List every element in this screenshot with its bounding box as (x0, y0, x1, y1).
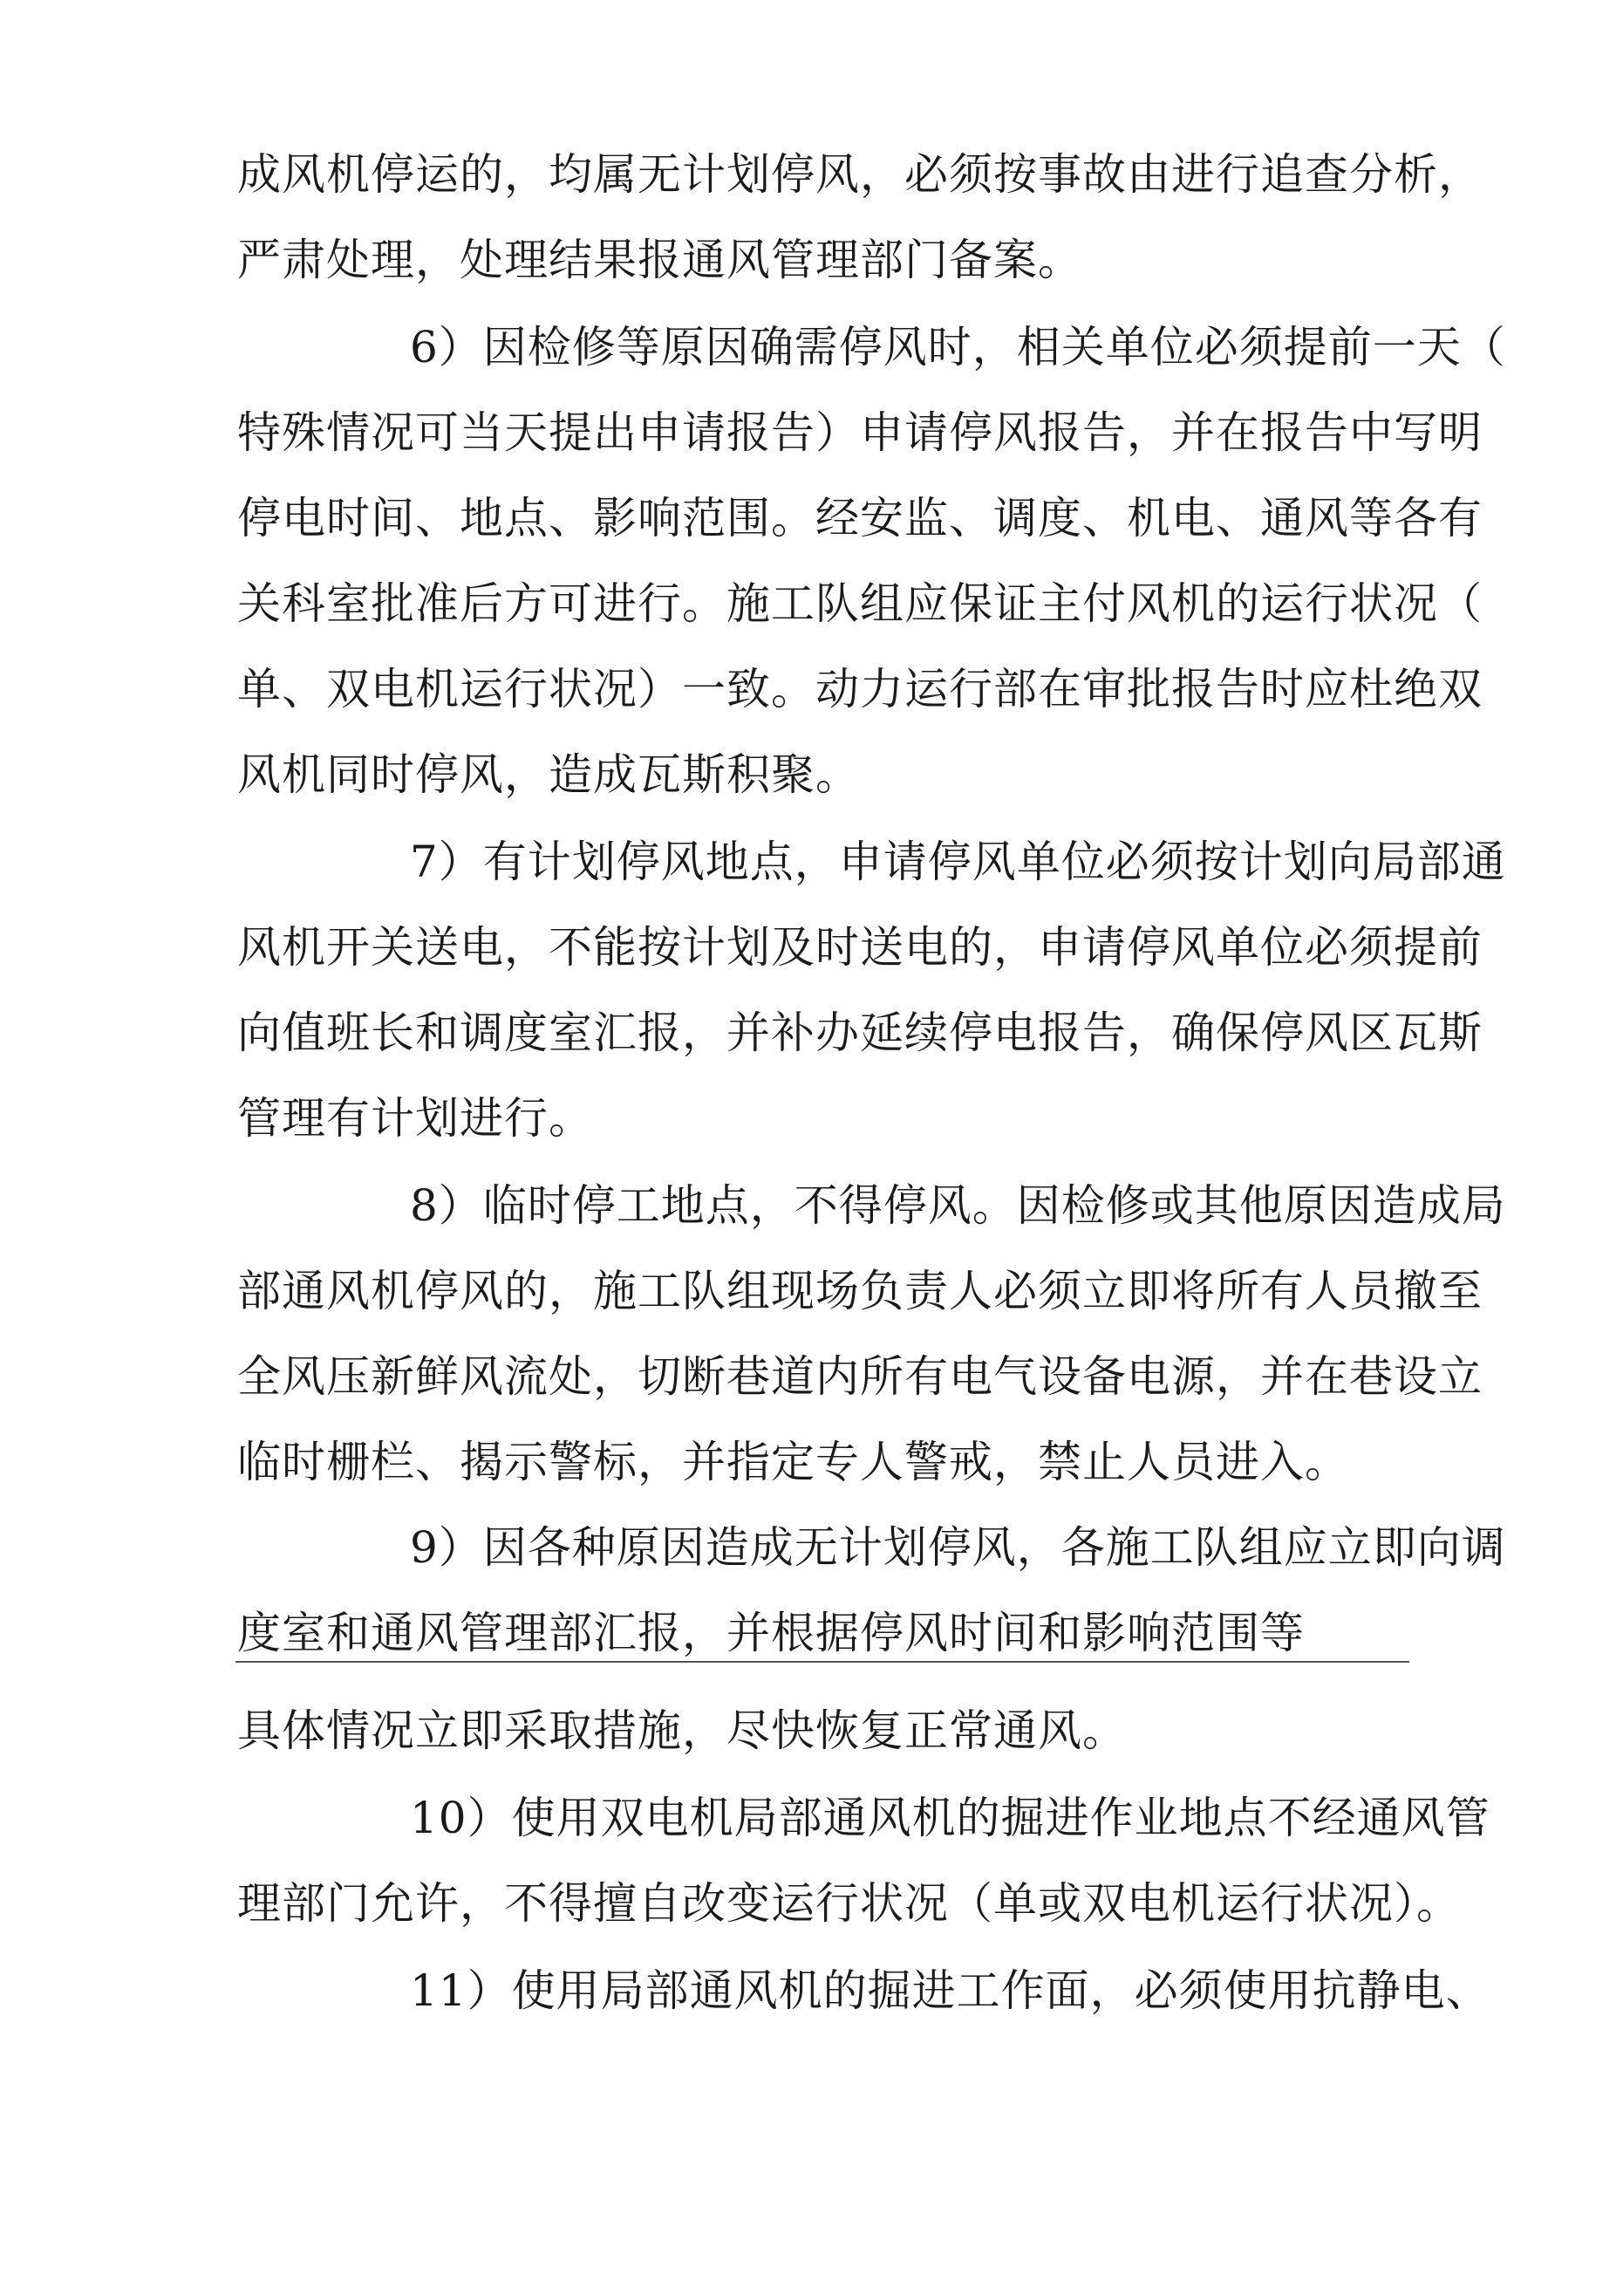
text-line: 特殊情况可当天提出申请报告）申请停风报告，并在报告中写明 (237, 407, 1483, 458)
text-line: 关科室批准后方可进行。施工队组应保证主付风机的运行状况（ (237, 578, 1483, 629)
paragraph-start-line: 6）因检修等原因确需停风时，相关单位必须提前一天（ (410, 322, 1506, 372)
text-line: 全风压新鲜风流处，切断巷道内所有电气设备电源，并在巷设立 (237, 1351, 1483, 1402)
text-line: 风机开关送电，不能按计划及时送电的，申请停风单位必须提前 (237, 922, 1483, 973)
text-line: 风机同时停风，造成瓦斯积聚。 (237, 749, 860, 800)
paragraph-start-line: 10）使用双电机局部通风机的掘进作业地点不经通风管 (410, 1793, 1490, 1843)
text-line: 单、双电机运行状况）一致。动力运行部在审批报告时应杜绝双 (237, 664, 1483, 714)
text-line: 停电时间、地点、影响范围。经安监、调度、机电、通风等各有 (237, 493, 1483, 543)
paragraph-start-line: 7）有计划停风地点，申请停风单位必须按计划向局部通 (410, 837, 1506, 887)
text-line: 管理有计划进行。 (237, 1093, 593, 1144)
text-line: 度室和通风管理部汇报，并根据停风时间和影响范围等 (237, 1608, 1305, 1658)
paragraph-start-line: 8）临时停工地点，不得停风。因检修或其他原因造成局 (410, 1180, 1506, 1231)
paragraph-start-line: 9）因各种原因造成无计划停风，各施工队组应立即向调 (410, 1522, 1506, 1573)
text-line: 严肃处理，处理结果报通风管理部门备案。 (237, 235, 1082, 285)
text-line: 部通风机停风的，施工队组现场负责人必须立即将所有人员撤至 (237, 1266, 1483, 1316)
page-break-divider (235, 1661, 1409, 1663)
text-line: 理部门允许，不得擅自改变运行状况（单或双电机运行状况）。 (237, 1878, 1461, 1929)
text-line: 临时栅栏、揭示警标，并指定专人警戒，禁止人员进入。 (237, 1437, 1349, 1487)
text-line: 具体情况立即采取措施，尽快恢复正常通风。 (237, 1705, 1127, 1756)
text-line: 成风机停运的，均属无计划停风，必须按事故由进行追查分析， (237, 149, 1483, 200)
paragraph-start-line: 11）使用局部通风机的掘进工作面，必须使用抗静电、 (410, 1965, 1490, 2016)
text-line: 向值班长和调度室汇报，并补办延续停电报告，确保停风区瓦斯 (237, 1008, 1483, 1058)
